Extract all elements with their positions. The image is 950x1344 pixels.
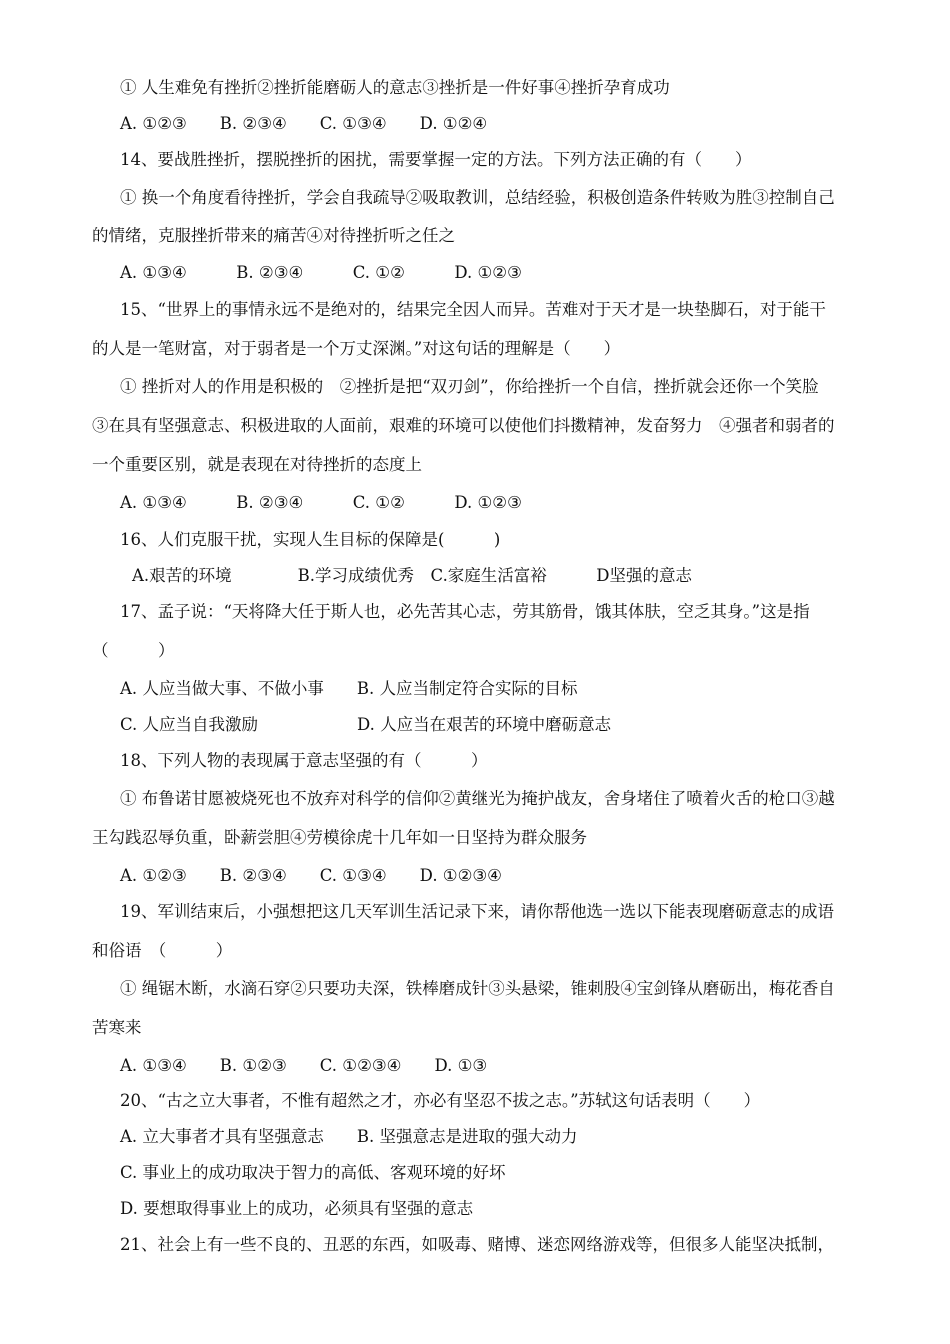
q15-statements-line3: 一个重要区别，就是表现在对待挫折的态度上: [92, 455, 422, 474]
q19-statements-line1: ① 绳锯木断，水滴石穿②只要功夫深，铁棒磨成针③头悬梁，锥刺股④宝剑锋从磨砺出，梅花香自: [120, 979, 835, 998]
q18-answer-choices: A. ①②③ B. ②③④ C. ①③④ D. ①②③④: [120, 866, 502, 885]
q18-statements-line1: ① 布鲁诺甘愿被烧死也不放弃对科学的信仰②黄继光为掩护战友，舍身堵住了喷着火舌的枪口③越: [120, 789, 835, 808]
q15-statements-line2: ③在具有坚强意志、积极进取的人面前，艰难的环境可以使他们抖擞精神，发奋努力 ④强者和弱者的: [92, 416, 835, 435]
q13-answer-choices: A. ①②③ B. ②③④ C. ①③④ D. ①②④: [120, 114, 488, 133]
q15-question-line2: 的人是一笔财富，对于弱者是一个万丈深渊。”对这句话的理解是（ ）: [92, 339, 621, 358]
q19-question-line2: 和俗语 （ ）: [92, 941, 233, 960]
q15-question-line1: 15、“世界上的事情永远不是绝对的，结果完全因人而异。苦难对于天才是一块垫脚石，对于能干: [120, 300, 826, 319]
q14-answer-choices: A. ①③④ B. ②③④ C. ①② D. ①②③: [120, 263, 522, 282]
q13-options-statements: ① 人生难免有挫折②挫折能磨砺人的意志③挫折是一件好事④挫折孕育成功: [120, 78, 670, 97]
q16-answer-choices: A.艰苦的环境 B.学习成绩优秀 C.家庭生活富裕 D坚强的意志: [132, 566, 693, 585]
q18-question: 18、下列人物的表现属于意志坚强的有（ ）: [120, 751, 488, 770]
q19-statements-line2: 苦寒来: [92, 1018, 142, 1037]
q17-choices-cd: C. 人应当自我激励 D. 人应当在艰苦的环境中磨砺意志: [120, 715, 612, 734]
q14-statements-line1: ① 换一个角度看待挫折，学会自我疏导②吸取教训，总结经验，积极创造条件转败为胜③控制自己: [120, 188, 835, 207]
q20-choices-ab: A. 立大事者才具有坚强意志 B. 坚强意志是进取的强大动力: [120, 1127, 578, 1146]
q16-question: 16、人们克服干扰，实现人生目标的保障是( ): [120, 530, 501, 549]
q18-statements-line2: 王勾践忍辱负重，卧薪尝胆④劳模徐虎十几年如一日坚持为群众服务: [92, 828, 587, 847]
q17-question-line2: （ ）: [92, 641, 175, 660]
q17-question-line1: 17、孟子说：“天将降大任于斯人也，必先苦其心志，劳其筋骨，饿其体肤，空乏其身。”这是指: [120, 602, 810, 621]
q14-question: 14、要战胜挫折，摆脱挫折的困扰，需要掌握一定的方法。下列方法正确的有（ ）: [120, 150, 752, 169]
q15-answer-choices: A. ①③④ B. ②③④ C. ①② D. ①②③: [120, 493, 522, 512]
q14-statements-line2: 的情绪，克服挫折带来的痛苦④对待挫折听之任之: [92, 226, 455, 245]
q20-choice-c: C. 事业上的成功取决于智力的高低、客观环境的好坏: [120, 1163, 506, 1182]
q20-question: 20、“古之立大事者，不惟有超然之才，亦必有坚忍不拔之志。”苏轼这句话表明（ ）: [120, 1091, 761, 1110]
q20-choice-d: D. 要想取得事业上的成功，必须具有坚强的意志: [120, 1199, 474, 1218]
q21-question-line1: 21、社会上有一些不良的、丑恶的东西，如吸毒、赌博、迷恋网络游戏等，但很多人能坚决抵制，: [120, 1235, 834, 1254]
q19-question-line1: 19、军训结束后，小强想把这几天军训生活记录下来，请你帮他选一选以下能表现磨砺意志的成语: [120, 902, 834, 921]
q19-answer-choices: A. ①③④ B. ①②③ C. ①②③④ D. ①③: [120, 1056, 488, 1075]
q15-statements-line1: ① 挫折对人的作用是积极的 ②挫折是把“双刃剑”，你给挫折一个自信，挫折就会还你一个笑脸: [120, 377, 819, 396]
q17-choices-ab: A. 人应当做大事、不做小事 B. 人应当制定符合实际的目标: [120, 679, 578, 698]
